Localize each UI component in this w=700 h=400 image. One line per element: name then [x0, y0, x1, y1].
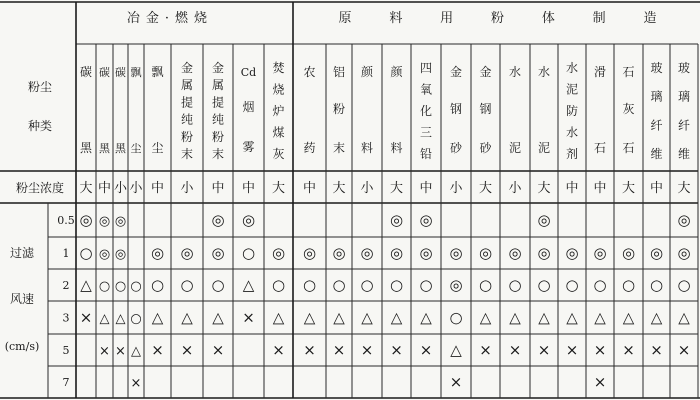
- column-header-bottom: 黑: [79, 141, 93, 155]
- group2-char: 原: [338, 11, 352, 26]
- circle-mark: ○: [677, 276, 691, 294]
- column-header-bottom: 料: [390, 141, 403, 155]
- concentration-cell: 小: [508, 181, 522, 196]
- column-header-top: 滑: [593, 65, 607, 79]
- concentration-cell: 大: [79, 181, 93, 196]
- speed-label: 5: [62, 344, 70, 357]
- column-header-char: 金: [211, 61, 225, 75]
- circle-mark: ○: [508, 276, 522, 294]
- speed-label: 7: [62, 376, 70, 389]
- circle-mark: ○: [302, 276, 317, 294]
- column-header-bottom: 烟: [242, 100, 255, 114]
- concentration-cell: 大: [677, 181, 691, 196]
- triangle-mark: △: [390, 308, 403, 327]
- column-header: [361, 64, 374, 155]
- triangle-mark: △: [509, 308, 521, 327]
- column-header: [450, 64, 463, 155]
- cross-mark: ×: [449, 373, 463, 391]
- column-header-char: 剂: [565, 147, 579, 161]
- cross-mark: ×: [593, 341, 607, 359]
- concentration-cell: 大: [271, 181, 286, 196]
- column-header-top: 飘: [130, 66, 142, 79]
- concentration-cell: 中: [419, 181, 433, 196]
- double-circle-mark: ◎: [360, 244, 374, 262]
- circle-mark: ○: [537, 276, 551, 294]
- triangle-mark: △: [333, 308, 345, 327]
- column-header-char: 维: [650, 147, 663, 161]
- double-circle-mark: ◎: [419, 244, 433, 262]
- concentration-cell: 小: [180, 181, 194, 196]
- column-header: [212, 60, 224, 161]
- cross-mark: ×: [115, 344, 126, 359]
- column-header: [80, 64, 93, 155]
- column-header-bottom: 泥: [537, 141, 551, 155]
- column-header: [333, 65, 345, 155]
- triangle-mark: △: [212, 308, 224, 327]
- column-header-top: 金: [449, 65, 463, 79]
- concentration-cell: 大: [621, 181, 636, 196]
- cross-mark: ×: [180, 341, 194, 359]
- column-header-char: 氧: [419, 82, 433, 97]
- column-header: [303, 65, 315, 155]
- double-circle-mark: ◎: [98, 214, 111, 229]
- double-circle-mark: ◎: [302, 244, 317, 262]
- triangle-mark: △: [181, 308, 193, 327]
- group2-char: 料: [389, 11, 403, 26]
- column-header-char: 璃: [650, 89, 663, 104]
- column-header-top: 水: [508, 65, 522, 79]
- column-header-char: 水: [565, 61, 579, 75]
- column-header-char: 煤: [272, 125, 285, 140]
- column-header: [241, 66, 256, 154]
- group2-char: 体: [541, 11, 555, 26]
- circle-mark: ○: [130, 311, 142, 327]
- double-circle-mark: ◎: [419, 211, 433, 229]
- concentration-cell: 大: [537, 181, 551, 196]
- circle-mark: ○: [332, 276, 346, 294]
- circle-mark: ○: [211, 276, 225, 294]
- column-header-char: 玻: [677, 61, 691, 75]
- concentration-cell: 中: [211, 181, 225, 196]
- double-circle-mark: ◎: [389, 244, 404, 262]
- double-circle-mark: ◎: [389, 211, 404, 229]
- concentration-cell: 中: [97, 181, 112, 196]
- double-circle-mark: ◎: [150, 244, 165, 262]
- circle-mark: ○: [98, 279, 111, 294]
- cross-mark: ×: [151, 341, 164, 359]
- concentration-cell: 中: [241, 181, 256, 196]
- column-header-top: 石: [622, 65, 635, 79]
- triangle-mark: △: [566, 308, 578, 327]
- double-circle-mark: ◎: [478, 244, 493, 262]
- row-label-dust-line2: 种类: [27, 119, 53, 133]
- double-circle-mark: ◎: [677, 244, 691, 262]
- triangle-mark: △: [622, 308, 635, 327]
- cross-mark: ×: [332, 341, 346, 359]
- triangle-mark: △: [361, 308, 373, 327]
- cross-mark: ×: [130, 376, 142, 391]
- double-circle-mark: ◎: [114, 214, 127, 229]
- column-header-bottom: 黑: [115, 142, 126, 155]
- circle-mark: ○: [593, 276, 607, 294]
- column-header: [151, 65, 163, 155]
- double-circle-mark: ◎: [621, 244, 636, 262]
- column-header-char: 泥: [565, 82, 579, 97]
- column-header: [272, 60, 284, 161]
- double-circle-mark: ◎: [508, 244, 522, 262]
- triangle-mark: △: [115, 311, 126, 327]
- column-header-middle: 粉: [332, 102, 346, 116]
- column-header-top: 颜: [360, 65, 374, 79]
- circle-mark: ○: [130, 279, 142, 294]
- double-circle-mark: ◎: [211, 211, 225, 229]
- triangle-mark: △: [678, 308, 690, 327]
- row-label-speed-line1: 过滤: [9, 246, 35, 260]
- double-circle-mark: ◎: [332, 244, 346, 262]
- cross-mark: ×: [537, 341, 551, 359]
- concentration-cell: 小: [129, 181, 143, 196]
- concentration-cell: 大: [332, 181, 346, 196]
- table-lines: [0, 2, 700, 398]
- circle-mark: ○: [389, 276, 404, 294]
- column-header-bottom: 料: [360, 141, 374, 155]
- circle-mark: ○: [565, 276, 579, 294]
- double-circle-mark: ◎: [180, 244, 194, 262]
- triangle-mark: △: [80, 276, 92, 294]
- circle-mark: ○: [478, 276, 493, 294]
- concentration-cell: 小: [449, 181, 463, 196]
- concentration-cell: 中: [150, 181, 165, 196]
- column-header: [594, 65, 606, 155]
- column-header-bottom: 尘: [151, 141, 164, 155]
- triangle-mark: △: [538, 308, 550, 327]
- triangle-mark: △: [131, 344, 141, 359]
- column-header-char: 焚: [272, 61, 285, 75]
- circle-mark: ○: [180, 276, 194, 294]
- column-header: [420, 61, 432, 161]
- double-circle-mark: ◎: [114, 247, 127, 262]
- speed-label: 3: [62, 311, 70, 325]
- column-header-bottom: 石: [622, 141, 635, 155]
- concentration-cell: 中: [593, 181, 607, 196]
- column-header-char: 璃: [677, 89, 691, 104]
- triangle-mark: △: [151, 308, 164, 327]
- column-header-char: 维: [677, 147, 691, 161]
- column-header-bottom: 砂: [449, 141, 463, 155]
- double-circle-mark: ◎: [449, 276, 463, 294]
- double-circle-mark: ◎: [593, 244, 607, 262]
- column-header: [479, 64, 492, 155]
- column-header-top: 金: [479, 65, 492, 79]
- cross-mark: ×: [272, 341, 285, 359]
- cross-mark: ×: [390, 341, 403, 359]
- column-header-char: 纤: [650, 118, 663, 133]
- column-header: [181, 60, 193, 161]
- column-header-char: 提: [180, 95, 194, 110]
- row-label-concentration: 粉尘浓度: [15, 181, 65, 195]
- column-header-char: 炉: [272, 104, 285, 118]
- cross-mark: ×: [622, 341, 635, 359]
- column-header-char: 属: [180, 78, 194, 93]
- column-header-top: 铝: [332, 65, 346, 79]
- column-header-char: 纯: [180, 112, 194, 127]
- cross-mark: ×: [242, 308, 255, 327]
- column-header-bottom: 雾: [242, 140, 255, 154]
- circle-mark: ○: [114, 279, 127, 294]
- circle-mark: ○: [150, 276, 165, 294]
- column-header-char: 粉: [211, 129, 225, 144]
- double-circle-mark: ◎: [649, 244, 664, 262]
- column-header-top: 水: [537, 65, 551, 79]
- group-header-raw-powder: [338, 10, 656, 26]
- circle-mark: ○: [360, 276, 374, 294]
- circle-mark: ○: [271, 276, 286, 294]
- cross-mark: ×: [593, 373, 607, 391]
- cross-mark: ×: [508, 341, 522, 359]
- cross-mark: ×: [419, 341, 433, 359]
- column-header-bottom: 砂: [479, 141, 492, 155]
- column-header-char: 三: [419, 125, 433, 140]
- concentration-cell: 小: [360, 181, 374, 196]
- double-circle-mark: ◎: [537, 211, 551, 229]
- speed-label: 1: [62, 247, 70, 260]
- double-circle-mark: ◎: [271, 244, 286, 262]
- column-header-char: 玻: [650, 61, 663, 75]
- column-header-char: 粉: [180, 129, 194, 144]
- column-header: [622, 65, 634, 155]
- concentration-cell: 中: [649, 181, 664, 196]
- circle-mark: ○: [419, 276, 433, 294]
- column-header-char: 铅: [419, 147, 433, 161]
- triangle-mark: △: [420, 308, 432, 327]
- column-header: [650, 60, 662, 161]
- column-header-char: 四: [419, 61, 433, 75]
- cross-mark: ×: [677, 341, 691, 359]
- column-header-char: 化: [419, 104, 433, 118]
- cross-mark: ×: [79, 308, 93, 327]
- triangle-mark: △: [450, 341, 462, 359]
- double-circle-mark: ◎: [565, 244, 579, 262]
- column-header: [99, 65, 111, 155]
- double-circle-mark: ◎: [98, 247, 111, 262]
- column-header-top: 颜: [390, 65, 403, 79]
- column-header-middle: 钢: [479, 102, 492, 116]
- circle-mark: ○: [649, 276, 664, 294]
- cross-mark: ×: [650, 341, 663, 359]
- row-label-speed-unit: (cm/s): [4, 340, 40, 353]
- double-circle-mark: ◎: [79, 211, 93, 229]
- group2-char: 粉: [490, 11, 505, 26]
- column-header-bottom: 末: [332, 141, 346, 155]
- triangle-mark: △: [650, 308, 663, 327]
- column-header: [131, 66, 142, 155]
- column-header-top: Cd: [240, 66, 257, 79]
- group-header-metallurgy: 冶金·燃烧: [126, 11, 214, 26]
- column-header-top: 碳: [115, 66, 126, 79]
- circle-mark: ○: [449, 308, 463, 327]
- column-header: [509, 64, 521, 155]
- cross-mark: ×: [99, 344, 110, 359]
- column-header-char: 末: [180, 147, 194, 161]
- cross-mark: ×: [565, 341, 579, 359]
- triangle-mark: △: [479, 308, 492, 327]
- speed-label: 2: [62, 279, 70, 292]
- triangle-mark: △: [303, 308, 316, 327]
- concentration-cell: 中: [565, 181, 579, 196]
- column-header-top: 飘: [151, 65, 164, 79]
- double-circle-mark: ◎: [241, 211, 256, 229]
- column-header-middle: 灰: [622, 102, 635, 116]
- column-header-char: 水: [565, 125, 579, 140]
- double-circle-mark: ◎: [211, 244, 225, 262]
- column-header-char: 属: [211, 78, 225, 93]
- column-header-bottom: 药: [303, 141, 316, 155]
- column-header-middle: 钢: [449, 102, 463, 116]
- cross-mark: ×: [360, 341, 374, 359]
- triangle-mark: △: [99, 311, 110, 327]
- cross-mark: ×: [479, 341, 492, 359]
- column-header-char: 防: [565, 104, 579, 118]
- double-circle-mark: ◎: [537, 244, 551, 262]
- column-header: [566, 60, 578, 161]
- column-header-char: 纤: [677, 118, 691, 133]
- column-header-top: 碳: [79, 65, 93, 79]
- double-circle-mark: ◎: [677, 211, 691, 229]
- column-header-char: 末: [211, 147, 225, 161]
- column-header: [390, 64, 403, 155]
- column-header-bottom: 黑: [99, 142, 110, 155]
- group2-char: 造: [643, 11, 657, 26]
- column-header: [678, 60, 690, 161]
- concentration-cell: 小: [113, 181, 128, 196]
- circle-mark: ○: [241, 244, 256, 262]
- column-header-top: 农: [303, 65, 316, 79]
- row-label-dust-type: [28, 79, 52, 133]
- speed-label: 0.5: [57, 214, 75, 227]
- circle-mark: ○: [621, 276, 636, 294]
- column-header-bottom: 泥: [508, 141, 522, 155]
- column-header: [115, 65, 127, 155]
- triangle-mark: △: [242, 276, 255, 294]
- column-header-char: 烧: [272, 82, 285, 97]
- circle-mark: ○: [79, 244, 93, 262]
- row-label-speed-line2: 风速: [9, 292, 35, 306]
- column-header-top: 碳: [99, 66, 110, 79]
- column-header-bottom: 尘: [130, 142, 142, 155]
- group2-char: 用: [440, 11, 454, 26]
- column-header-char: 灰: [272, 147, 285, 161]
- row-label-dust-line1: 粉尘: [27, 80, 53, 94]
- column-header-bottom: 石: [593, 141, 607, 155]
- row-label-filter-speed: [5, 245, 40, 353]
- double-circle-mark: ◎: [449, 244, 463, 262]
- cross-mark: ×: [303, 341, 316, 359]
- concentration-cell: 大: [389, 181, 404, 196]
- triangle-mark: △: [594, 308, 606, 327]
- concentration-cell: 中: [302, 181, 317, 196]
- triangle-mark: △: [272, 308, 285, 327]
- column-header-char: 提: [211, 95, 225, 110]
- cross-mark: ×: [211, 341, 225, 359]
- column-header-char: 金: [180, 61, 194, 75]
- concentration-cell: 大: [478, 181, 493, 196]
- group2-char: 制: [592, 11, 606, 26]
- column-header-char: 纯: [211, 112, 225, 127]
- column-header: [538, 64, 550, 155]
